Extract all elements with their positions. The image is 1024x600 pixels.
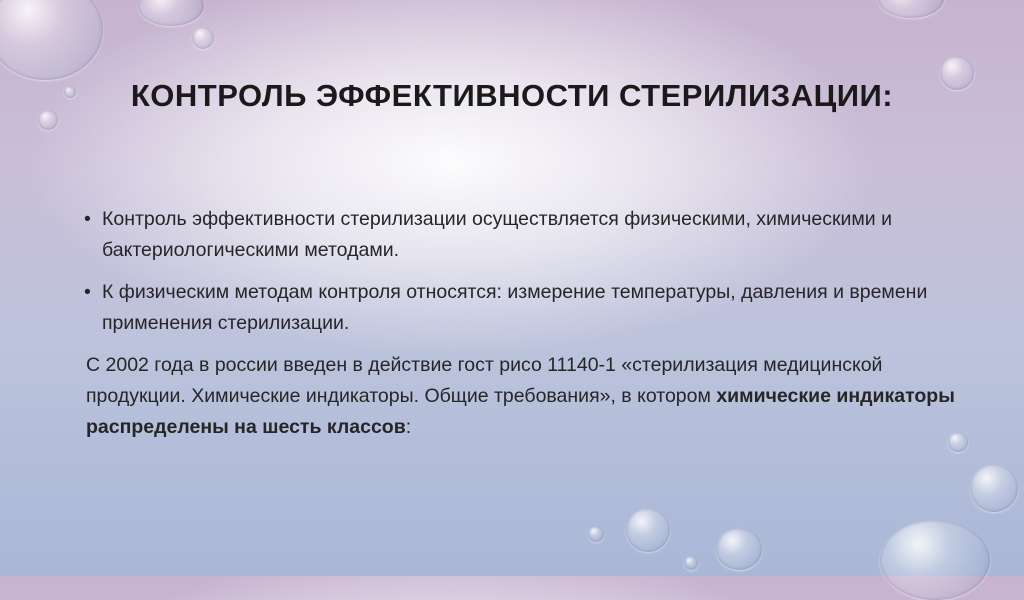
water-droplet-icon <box>588 526 604 542</box>
bullet-marker: • <box>84 281 91 303</box>
bullet-item <box>80 204 960 266</box>
body-paragraph <box>80 350 960 443</box>
paragraph-bold-text: химические индикаторы распределены на шесть классов <box>86 385 955 438</box>
paragraph-text: С 2002 года в россии введен в действие гост рисо 11140-1 «стерилизация медицинской продукции. Химические индикаторы. Общие требования», в котором <box>86 354 883 407</box>
slide-body <box>80 204 960 443</box>
water-droplet-icon <box>970 464 1018 512</box>
water-droplet-icon <box>880 520 990 600</box>
water-droplet-icon <box>138 0 204 26</box>
water-droplet-icon <box>626 508 670 552</box>
bullet-marker: • <box>84 208 91 230</box>
water-droplet-icon <box>716 528 762 570</box>
slide-title: КОНТРОЛЬ ЭФФЕКТИВНОСТИ СТЕРИЛИЗАЦИИ: <box>130 78 894 113</box>
water-droplet-icon <box>878 0 944 18</box>
bullet-text: Контроль эффективности стерилизации осуществляется физическими, химическими и бактериологическими методами. <box>102 208 893 261</box>
water-droplet-icon <box>192 27 214 49</box>
paragraph-end: : <box>405 416 412 438</box>
bullet-item <box>80 277 960 339</box>
water-droplet-icon <box>0 0 103 80</box>
water-droplet-icon <box>684 556 698 570</box>
bullet-text: К физическим методам контроля относятся: измерение температуры, давления и времени применения стерилизации. <box>102 281 928 334</box>
